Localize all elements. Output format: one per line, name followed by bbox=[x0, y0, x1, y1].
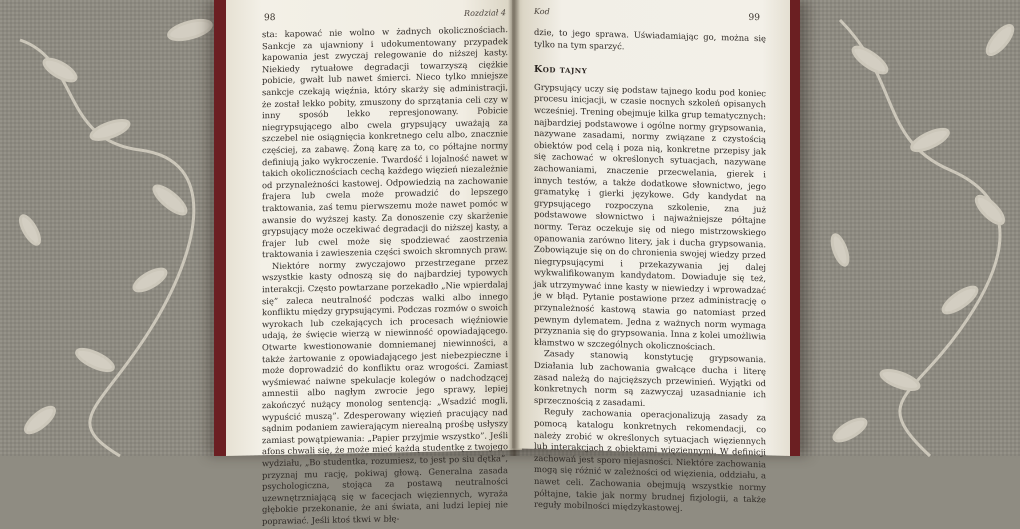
paragraph: sta: kapować nie wolno w żadnych okolicznościach. Sankcje za ujawniony i udokumentowany przypadek kapowania jest zwyczaj relegowanie do niższej kasty. Niekiedy rytuałowe degradacji towarzyszą ciężkie pobicie, gwałt lub nawet śmierci. Nieco tylko mniejsze sankcje czekają więźnia, który skarży się administracji, że został lekko pobity, zmuszony do sprzątania celi czy w inny sposób lekko represjonowany. Pobicie niegrypsującego albo cwela grypsujący uważają za szczebel nie osiągnięcia konkretnego celu albo, znacznie częściej, za zabawę. Żoną karę za to, co półtajne normy definiują jako wykroczenie. Twardość i lojalność nawet w takich okolicznościach cechą każdego więzień niezależnie od przynależności kastowej. Odpowiedzią na zachowanie frajera lub cwela może prowadzić do lepszego traktowania, zaś temu pierwszemu może nawet pomóc w awansie do wyższej kasty. Za donoszenie czy skarżenie grypsujący może oczekiwać degradacji do niższej kasty, a frajer lub cwel może się spodziewać zaostrzenia traktowania i zawieszenia części swoich skromnych praw. bbox=[262, 24, 508, 260]
running-head-right: Kod bbox=[534, 6, 550, 17]
paragraph: Grypsujący uczy się podstaw tajnego kodu pod koniec procesu inicjacji, w czasie nocnych szkoleń opisanych wcześniej. Trening obejmuje kilka grup tematycznych: najbardziej podstawowe i ogólne normy grypsowania, nazywane zasadami, normy związane z czystością obiektów pod celą i poza nią, konkretne przepisy jak się zachować w określonych sytuacjach, nazywane zachowaniami, znaczenie przecwelania, gierek i innych testów, a także dodatkowe słownictwo, jego gramatykę i gierki językowe. Gdy kandydat na grypsującego rozpoczyna szkolenie, zna już podstawowe słownictwo i najważniejsze półtajne normy. Teraz oczekuje się od niego mistrzowskiego opanowania zarówno litery, jak i ducha grypsowania. Zobowiązuje się on do chronienia swojej wiedzy przed niegrypsującymi i przekazywania jej dalej wykwalifikowanym kandydatom. Dowiaduje się też, jak utrzymywać inne kasty w niewiedzy i wprowadzać je w błąd. Pytanie postawione przez administrację o przynależność kastową stawia go natomiast przed pewnym dylematem. Jedna z ważnych norm wymaga przyznania się do grypsowania. Inna z kolei umożliwia kłamstwo w szczególnych okolicznościach. bbox=[534, 81, 766, 352]
left-book-page bbox=[226, 0, 522, 527]
section-heading: Kod tajny bbox=[534, 64, 588, 77]
left-page-text bbox=[262, 24, 508, 528]
right-page-text bbox=[534, 27, 766, 517]
page-number-right: 99 bbox=[748, 12, 760, 24]
right-book-page bbox=[512, 0, 790, 514]
paragraph: Zasady stanowią konstytucję grypsowania. Działania lub zachowania gwałcące ducha i literę zasad należą do najcięższych przewinień. Wyjątki od konkretnych norm są zazwyczaj uzasadnianie ich sprzecznością z zasadami. bbox=[534, 348, 766, 408]
running-head-left: Rozdział 4 bbox=[464, 8, 506, 19]
paragraph: Niektóre normy zwyczajowo przestrzegane przez wszystkie kasty odnoszą się do najbardziej typowych interakcji. Często powtarzane porzekadło „Nie wpierdalaj się” zaleca neutralność podczas walki albo innego konfliktu między grypsującymi. Podczas rozmów o swoich wyrokach lub czekających ich procesach więźniowie udają, że święcie wierzą w niewinność opowiadającego. Otwarte kwestionowanie domniemanej niewinności, a także żartowanie z opowiadającego jest niebezpieczne i może doprowadzić do konfliktu oraz wrogości. Zamiast wyśmiewać naiwne spekulacje kolegów o nadchodzącej amnestii albo nagłym zwrocie jego sprawy, lepiej zakończyć nużący monolog sentencją: „Wsadzić mogli, wypuścić muszą”. Zdesperowany więzień pracujący nad sądnim podaniem zawierającym nierealną prośbę usłyszy zamiast powątpiewania: „Papier przyjmie wszystko”. Jeśli afons chwali się, że może mieć każdą studentkę z twojego wydziału, „Bo studentka, rozumiesz, to jest po siu dętka”, przyznaj mu rację, pokiwaj głową. Generalna zasada psychologiczna, stojąca za postawą neutralności uzewnętrzniającą się w facecjach więziennych, wyraża głębokie przekonanie, że ani świata, ani ludzi lepiej nie poprawiać. Jeśli ktoś tkwi w błę- bbox=[262, 255, 508, 527]
page-number-left: 98 bbox=[264, 12, 276, 24]
book-spine-gutter bbox=[508, 0, 520, 456]
paragraph: dzie, to jego sprawa. Uświadamiając go, można się tylko na tym sparzyć. bbox=[534, 26, 766, 51]
paragraph: Reguły zachowania operacjonalizują zasady za pomocą katalogu konkretnych rekomendacji, co należy zrobić w określonych sytuacjach więziennych lub interakcjach z obiektami więziennymi. W definicji zachowań jest sporo niejasności. Niektóre zachowania mogą się różnić w zależności od więzienia, oddziału, a nawet celi. Zachowania obejmują wszystkie normy półtajne, takie jak normy brudnej fizjologii, a także reguły mobilności międzykastowej. bbox=[534, 406, 766, 514]
